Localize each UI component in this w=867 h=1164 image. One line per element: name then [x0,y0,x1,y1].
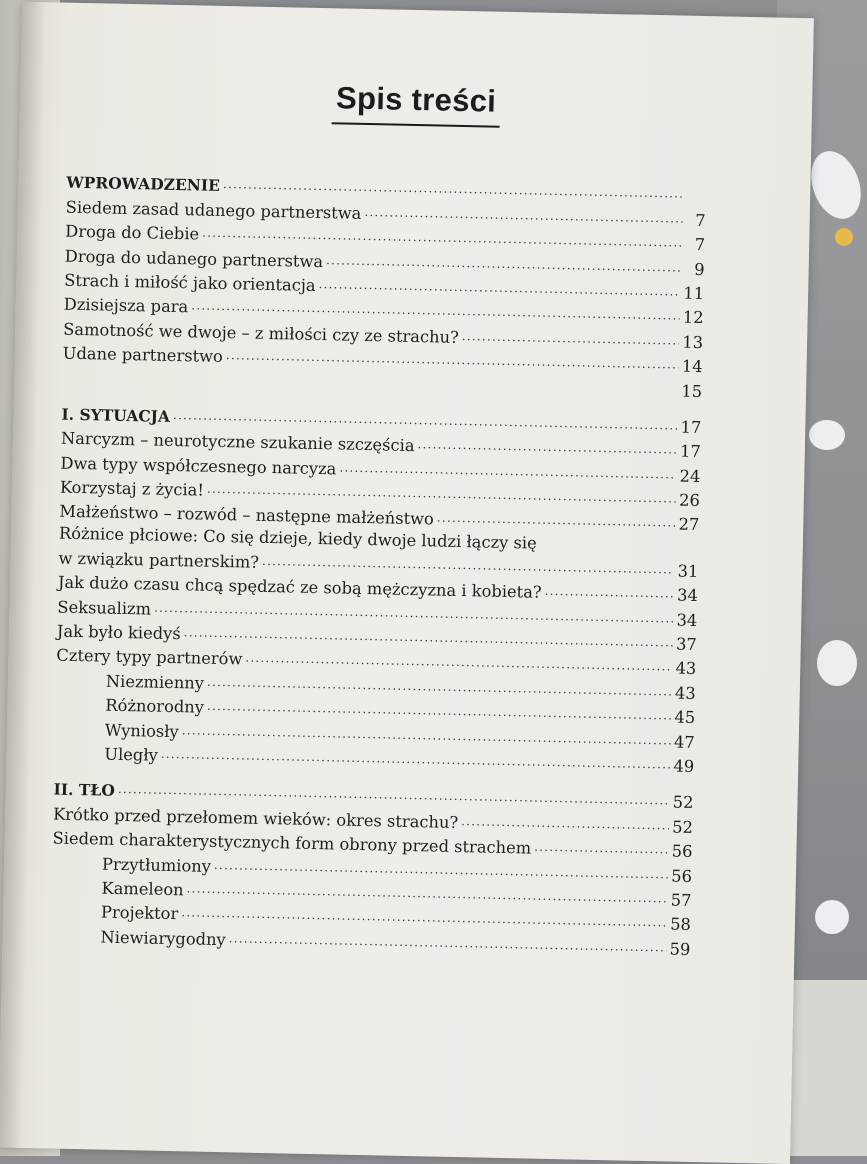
toc-page-number: 27 [678,515,699,535]
toc-entry-label: Strach i miłość jako orientacja [64,271,316,296]
toc-entry-label: Siedem charakterystycznych form obrony przed strachem [52,829,531,859]
toc-page-number: 56 [672,842,693,862]
toc-page-number: 34 [677,586,698,606]
leader-dots [417,437,677,456]
leader-dots [461,814,669,832]
leader-dots [364,205,683,226]
toc-page-number: 43 [675,683,696,703]
toc-page-number: 17 [680,442,701,462]
toc-entry-label: Samotność we dwoje – z miłości czy ze strachu? [63,319,459,347]
toc-entry-label: Przytłumiony [52,853,211,876]
toc-heading-label: WPROWADZENIE [66,173,220,196]
background-pattern [809,420,845,450]
toc-page-number: 12 [683,308,704,328]
background-pattern [815,900,849,934]
toc-entry-label: Droga do udanego partnerstwa [65,246,324,271]
toc-page-number: 34 [676,610,697,630]
leader-dots [318,277,680,299]
leader-dots [462,329,680,348]
toc-page-number: 58 [670,915,691,935]
toc-entry-label: Różnice płciowe: Co się dzieje, kiedy dwoje ludzi łączy się [59,524,537,554]
toc-entry-label: Narcyzm – neurotyczne szukanie szczęścia [61,429,415,456]
toc-page-number: 31 [677,561,698,581]
toc-page-number: 24 [679,466,700,486]
toc-entry-label: Niezmienny [56,670,205,693]
toc-page-number: 7 [685,210,705,230]
toc-page-number: 56 [671,866,692,886]
toc-entry-label: Wyniosły [55,719,179,742]
leader-dots [262,554,675,577]
toc-page-number: 57 [670,890,691,910]
toc-entry-label: Udane partnerstwo [63,344,224,367]
toc-entry-label: Małżeństwo – rozwód – następne małżeństwo [59,502,434,530]
page-title: Spis treści [332,80,501,128]
toc-page-number: 15 [681,381,702,401]
toc-entry-label: Siedem zasad udanego partnerstwa [66,197,362,223]
toc-heading-label: I. SYTUACJA [61,405,170,427]
toc-page-number: 45 [674,708,695,728]
leader-dots [534,840,669,857]
toc-entry-label: Uległy [54,744,158,766]
leader-dots [326,253,682,274]
toc-page-number: 37 [676,635,697,655]
toc-page-number: 11 [683,284,704,304]
leader-dots [437,511,676,530]
toc-entry-label: Droga do Ciebie [65,222,199,245]
toc-page-number: 13 [682,332,703,352]
toc-entry-label: Jak dużo czasu chcą spędzać ze sobą mężczyzna i kobieta? [58,573,542,603]
toc-entry-label: Krótko przed przełomem wieków: okres strachu? [53,804,459,832]
toc-page-number: 7 [685,235,705,255]
leader-dots [339,460,677,481]
toc-entry-label: Projektor [51,902,179,925]
toc-entry-label: Dwa typy współczesnego narcyza [60,453,336,479]
toc-entry-label: Jak było kiedyś [57,622,181,645]
toc-entry-label: Kameleon [51,877,183,900]
toc-page-number: 52 [673,793,694,813]
toc-page-number: 17 [680,417,701,437]
toc-page-number: 26 [679,491,700,511]
toc-page-number: 52 [672,817,693,837]
toc-page-number: 14 [682,357,703,377]
toc-entry-label: w związku partnerskim? [58,548,259,572]
toc-page-number: 9 [684,259,704,279]
leader-dots [229,931,667,954]
toc-entry-label: Seksualizm [57,597,151,619]
toc-page-number: 43 [675,659,696,679]
table-of-contents [50,169,706,960]
toc-entry-label: Cztery typy partnerów [56,646,242,670]
background-pattern [817,640,857,686]
toc-entry-label: Dzisiejsza para [64,295,189,318]
leader-dots [545,584,675,601]
toc-entry-label: Korzystaj z życia! [60,478,204,501]
title-area [20,74,813,135]
toc-entry-label: Różnorodny [55,695,204,718]
toc-heading-label: II. TŁO [53,780,115,801]
background-pattern [835,228,853,246]
toc-entry-label: Niewiarygodny [50,926,226,950]
toc-page-number: 59 [669,939,690,959]
toc-page-number: 49 [673,757,694,777]
toc-page-number: 47 [674,732,695,752]
book-page [0,2,814,1164]
